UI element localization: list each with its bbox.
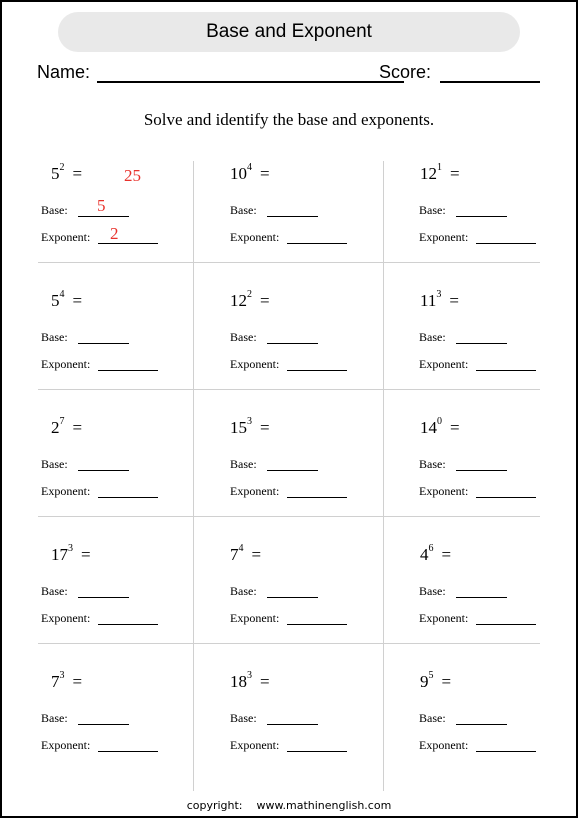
problem-cell — [38, 161, 540, 287]
base-answer-blank[interactable] — [456, 724, 507, 725]
exponent-label: Exponent: — [230, 357, 280, 371]
exponent-label: Exponent: — [230, 484, 280, 498]
exponent-label: Exponent: — [419, 230, 469, 244]
base-number: 10 — [230, 164, 247, 183]
copyright-label: copyright: — [186, 799, 243, 812]
base-number: 7 — [230, 545, 239, 564]
exponent-number: 2 — [59, 162, 65, 174]
base-number: 15 — [230, 418, 247, 437]
exponent-label: Exponent: — [41, 611, 91, 625]
base-answer-blank[interactable] — [456, 470, 507, 471]
base-number: 18 — [230, 672, 247, 691]
power-expression — [420, 164, 460, 184]
base-number: 11 — [420, 291, 437, 310]
problem-cell — [38, 669, 540, 795]
exponent-answer-blank[interactable] — [476, 243, 536, 244]
equals-sign: = — [260, 418, 270, 437]
score-label: Score: — [379, 62, 432, 82]
exponent-answer-blank[interactable] — [476, 497, 536, 498]
base-label: Base: — [41, 457, 68, 471]
exponent-label: Exponent: — [41, 484, 91, 498]
equals-sign: = — [72, 164, 83, 183]
base-answer: 5 — [97, 196, 106, 215]
base-label: Base: — [419, 203, 446, 217]
exponent-number: 1 — [437, 162, 442, 174]
worksheet-title: Base and Exponent — [58, 12, 520, 52]
name-field[interactable] — [97, 81, 404, 83]
exponent-number: 4 — [59, 289, 65, 301]
equals-sign: = — [260, 164, 270, 183]
base-label: Base: — [230, 457, 257, 471]
equals-sign: = — [72, 291, 83, 310]
base-label: Base: — [230, 330, 257, 344]
exponent-label: Exponent: — [41, 357, 91, 371]
problem-cell — [38, 415, 540, 541]
base-number: 12 — [230, 291, 247, 310]
exponent-answer-blank[interactable] — [476, 751, 536, 752]
equals-sign: = — [450, 164, 460, 183]
base-number: 5 — [51, 164, 60, 183]
base-number: 7 — [51, 672, 60, 691]
base-answer-blank[interactable] — [456, 597, 507, 598]
problem-cell — [38, 288, 540, 414]
base-number: 9 — [420, 672, 429, 691]
name-label: Name: — [37, 62, 91, 82]
exponent-number: 7 — [59, 416, 65, 428]
exponent-number: 3 — [247, 416, 252, 428]
exponent-label: Exponent: — [230, 738, 280, 752]
exponent-answer-blank[interactable] — [476, 624, 536, 625]
equals-sign: = — [81, 545, 91, 564]
exponent-label: Exponent: — [230, 230, 280, 244]
exponent-label: Exponent: — [419, 738, 469, 752]
base-number: 14 — [420, 418, 437, 437]
base-number: 12 — [420, 164, 437, 183]
exponent-number: 4 — [247, 162, 252, 174]
exponent-label: Exponent: — [419, 611, 469, 625]
base-label: Base: — [41, 330, 68, 344]
base-number: 4 — [420, 545, 429, 564]
base-label: Base: — [41, 711, 68, 725]
exponent-label: Exponent: — [41, 230, 91, 244]
exponent-number: 3 — [247, 670, 252, 682]
base-label: Base: — [419, 330, 446, 344]
equals-sign: = — [441, 672, 452, 691]
exponent-number: 3 — [436, 289, 442, 301]
instructions: Solve and identify the base and exponents. — [143, 110, 435, 129]
answer-value: 25 — [124, 166, 141, 185]
base-label: Base: — [419, 711, 446, 725]
exponent-answer: 2 — [110, 224, 119, 243]
website-link[interactable]: www.mathinenglish.com — [256, 799, 392, 812]
exponent-number: 2 — [247, 289, 252, 301]
score-field[interactable] — [440, 81, 540, 83]
exponent-number: 6 — [428, 543, 434, 555]
equals-sign: = — [441, 545, 452, 564]
equals-sign: = — [450, 418, 460, 437]
base-label: Base: — [230, 203, 257, 217]
base-number: 2 — [51, 418, 60, 437]
exponent-number: 3 — [68, 543, 73, 555]
equals-sign: = — [72, 672, 83, 691]
exponent-label: Exponent: — [419, 357, 469, 371]
base-number: 17 — [51, 545, 68, 564]
base-answer-blank[interactable] — [456, 216, 507, 217]
base-number: 5 — [51, 291, 60, 310]
base-label: Base: — [41, 584, 68, 598]
base-label: Base: — [419, 584, 446, 598]
equals-sign: = — [251, 545, 262, 564]
equals-sign: = — [72, 418, 83, 437]
base-label: Base: — [41, 203, 68, 217]
exponent-label: Exponent: — [419, 484, 469, 498]
equals-sign: = — [449, 291, 459, 310]
power-expression — [420, 418, 460, 438]
exponent-number: 3 — [59, 670, 65, 682]
exponent-number: 5 — [428, 670, 434, 682]
base-label: Base: — [230, 711, 257, 725]
problem-cell — [38, 542, 540, 668]
power-expression — [420, 545, 451, 565]
base-answer-blank[interactable] — [456, 343, 507, 344]
exponent-number: 0 — [437, 416, 442, 428]
exponent-answer-blank[interactable] — [476, 370, 536, 371]
exponent-label: Exponent: — [41, 738, 91, 752]
exponent-number: 4 — [238, 543, 244, 555]
equals-sign: = — [260, 291, 270, 310]
exponent-label: Exponent: — [230, 611, 280, 625]
base-label: Base: — [419, 457, 446, 471]
power-expression — [420, 672, 451, 692]
footer — [0, 799, 578, 812]
base-label: Base: — [230, 584, 257, 598]
name-score-row — [37, 60, 542, 86]
power-expression — [420, 291, 459, 311]
equals-sign: = — [260, 672, 270, 691]
